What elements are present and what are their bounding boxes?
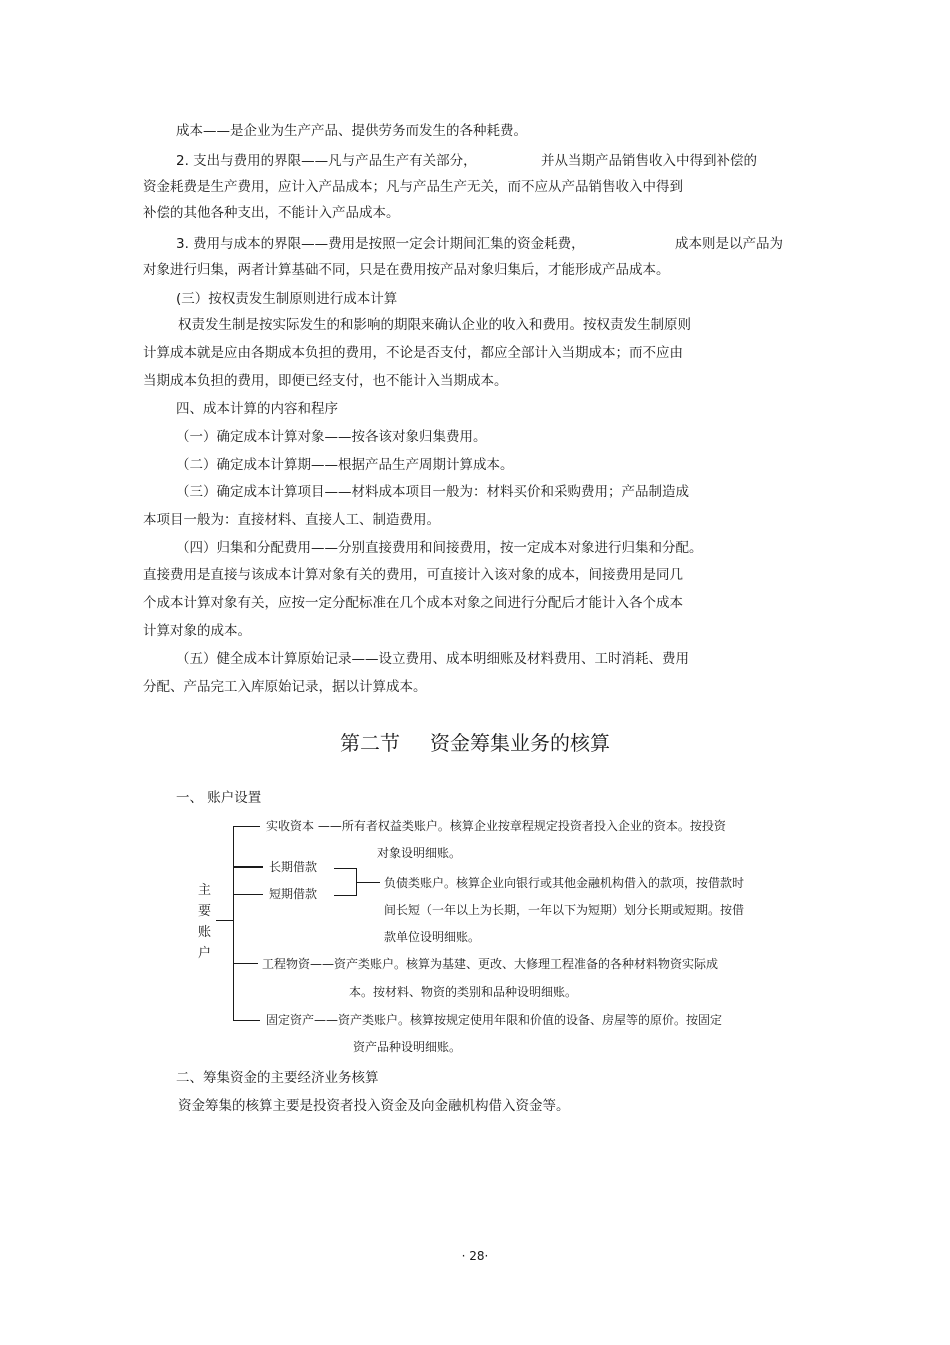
node-gongcheng: 工程物资——资产类账户。核算为基建、更改、大修理工程准备的各种材料物资实际成 xyxy=(262,957,719,971)
node-guding-cont: 资产品种设明细账。 xyxy=(353,1040,462,1054)
text-line: 直接费用是直接与该成本计算对象有关的费用，可直接计入该对象的成本，间接费用是同几 xyxy=(143,567,683,583)
text-line: 成本则是以产品为 xyxy=(675,236,783,252)
text-line: （三）确定成本计算项目——材料成本项目一般为：材料买价和采购费用；产品制造成 xyxy=(176,484,689,500)
branch-duanqi xyxy=(233,894,263,895)
text-line: 个成本计算对象有关，应按一定分配标准在几个成本对象之间进行分配后才能计入各个成本 xyxy=(143,595,683,611)
root-char: 账 xyxy=(198,925,212,940)
text-line: (三）按权责发生制原则进行成本计算 xyxy=(176,291,398,307)
text-line: （一）确定成本计算对象——按各该对象归集费用。 xyxy=(176,429,487,445)
root-char: 主 xyxy=(198,883,212,898)
text-line: （五）健全成本计算原始记录——设立费用、成本明细账及材料费用、工时消耗、费用 xyxy=(176,651,689,667)
text-line: 计算成本就是应由各期成本负担的费用，不论是否支付，都应全部计入当期成本；而不应由 xyxy=(143,345,683,361)
root-connector xyxy=(216,920,234,921)
node-changqi: 长期借款 xyxy=(269,860,318,874)
funding-text: 资金筹集的核算主要是投资者投入资金及向金融机构借入资金等。 xyxy=(178,1098,570,1114)
branch-guding xyxy=(233,1020,260,1021)
funding-heading: 二、筹集资金的主要经济业务核算 xyxy=(176,1070,379,1086)
text-line: 2. 支出与费用的界限——凡与产品生产有关部分， xyxy=(176,153,477,169)
root-char: 户 xyxy=(198,946,212,961)
branch-changqi xyxy=(233,866,263,868)
text-line: （二）确定成本计算期——根据产品生产周期计算成本。 xyxy=(176,457,514,473)
text-line: 计算对象的成本。 xyxy=(143,623,251,639)
node-fuzhai: 负债类账户。核算企业向银行或其他金融机构借入的款项，按借款时 xyxy=(384,876,745,890)
section-heading xyxy=(0,729,950,757)
main-bracket xyxy=(233,826,234,1021)
debt-link xyxy=(356,882,380,883)
node-duanqi: 短期借款 xyxy=(269,887,318,901)
node-shishou: 实收资本 ——所有者权益类账户。核算企业按章程规定投资者投入企业的资本。按投资 xyxy=(266,819,726,833)
text-line: 对象进行归集，两者计算基础不同，只是在费用按产品对象归集后，才能形成产品成本。 xyxy=(143,262,670,278)
debt-connector xyxy=(334,895,356,896)
debt-connector xyxy=(334,868,356,869)
node-shishou-cont: 对象设明细账。 xyxy=(377,846,462,860)
text-line: 四、成本计算的内容和程序 xyxy=(176,401,338,417)
branch-shishou xyxy=(233,826,260,827)
text-line: 补偿的其他各种支出，不能计入产品成本。 xyxy=(143,205,400,221)
text-line: 并从当期产品销售收入中得到补偿的 xyxy=(541,153,757,169)
text-line: 3. 费用与成本的界限——费用是按照一定会计期间汇集的资金耗费， xyxy=(176,236,585,252)
text-line: 成本——是企业为生产产品、提供劳务而发生的各种耗费。 xyxy=(176,123,527,139)
node-guding: 固定资产——资产类账户。核算按规定使用年限和价值的设备、房屋等的原价。按固定 xyxy=(266,1013,723,1027)
text-line: 分配、产品完工入库原始记录，据以计算成本。 xyxy=(143,679,427,695)
node-fuzhai-cont: 间长短（一年以上为长期，一年以下为短期）划分长期或短期。按借 xyxy=(384,903,745,917)
section-number: 第二节 xyxy=(340,731,400,755)
text-line: 当期成本负担的费用，即便已经支付，也不能计入当期成本。 xyxy=(143,373,508,389)
text-line: 本项目一般为：直接材料、直接人工、制造费用。 xyxy=(143,512,440,528)
text-line: 权责发生制是按实际发生的和影响的期限来确认企业的收入和费用。按权责发生制原则 xyxy=(178,317,691,333)
root-char: 要 xyxy=(198,904,212,919)
branch-gongcheng xyxy=(233,963,258,964)
node-gongcheng-cont: 本。按材料、物资的类别和品种设明细账。 xyxy=(349,985,578,999)
text-line: 资金耗费是生产费用，应计入产品成本；凡与产品生产无关，而不应从产品销售收入中得到 xyxy=(143,179,683,195)
account-setup-heading: 一、 账户设置 xyxy=(176,790,262,806)
node-fuzhai-cont: 款单位设明细账。 xyxy=(384,930,481,944)
text-line: （四）归集和分配费用——分别直接费用和间接费用，按一定成本对象进行归集和分配。 xyxy=(176,540,703,556)
section-title: 资金筹集业务的核算 xyxy=(430,731,610,755)
page-number: · 28· xyxy=(461,1249,489,1263)
